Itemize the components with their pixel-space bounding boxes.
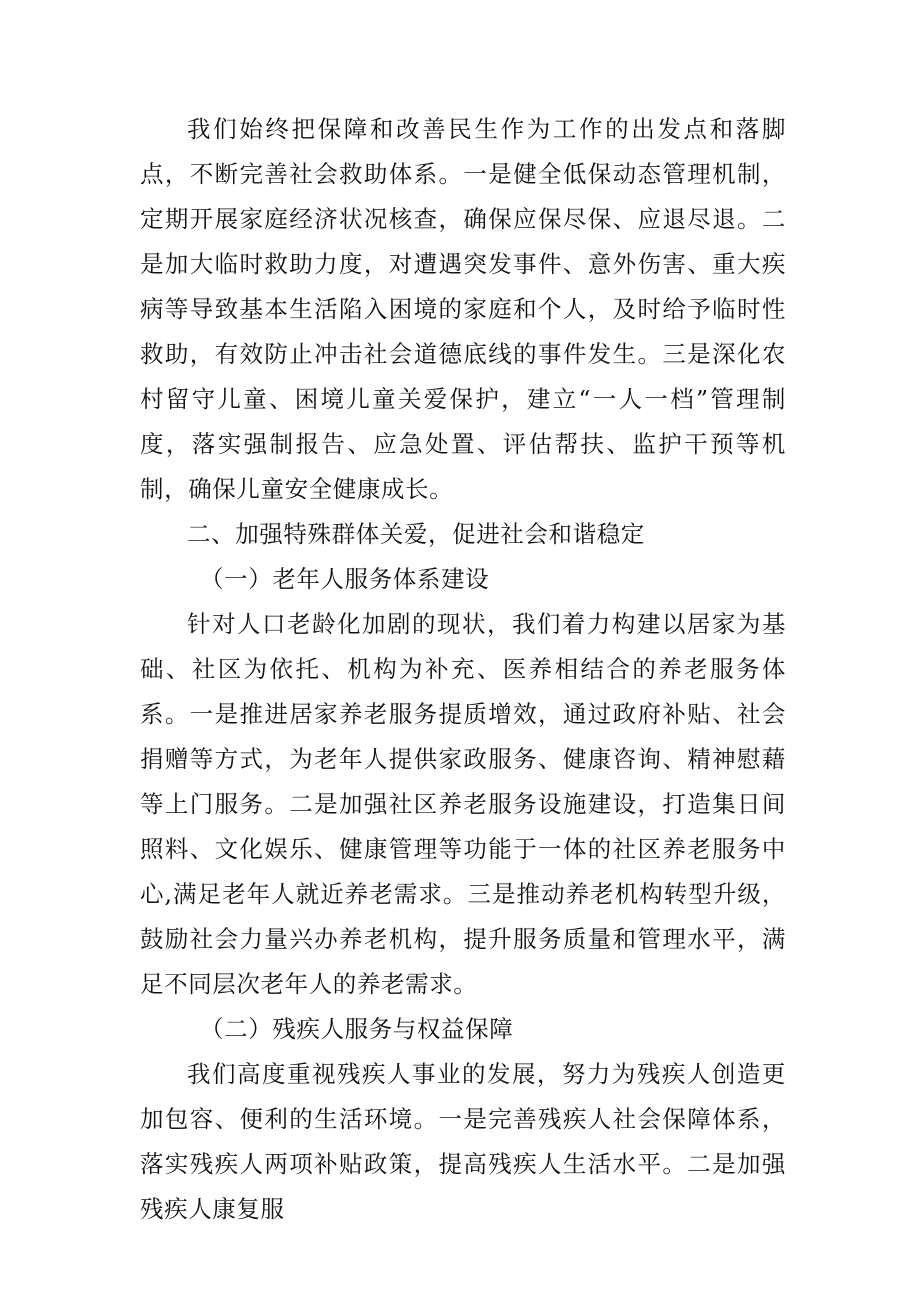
paragraph-social-assistance: 我们始终把保障和改善民生作为工作的出发点和落脚点，不断完善社会救助体系。一是健全低保动态管理机制，定期开展家庭经济状况核查，确保应保尽保、应退尽退。二是加大临时救助力度，对遭遇突发事件、意外伤害、重大疾病等导致基本生活陷入困境的家庭和个人，及时给予临时性救助，有效防止冲击社会道德底线的事件发生。三是深化农村留守儿童、困境儿童关爱保护，建立“一人一档”管理制度，落实强制报告、应急处置、评估帮扶、监护干预等机制，确保儿童安全健康成长。 [140,115,786,503]
section-heading-special-groups: 二、加强特殊群体关爱，促进社会和谐稳定 [187,520,645,548]
subsection-heading-disability-services: （二）残疾人服务与权益保障 [200,1015,514,1043]
paragraph-elderly-services: 针对人口老龄化加剧的现状，我们着力构建以居家为基础、社区为依托、机构为补充、医养相结合的养老服务体系。一是推进居家养老服务提质增效，通过政府补贴、社会捐赠等方式，为老年人提供家政服务、健康咨询、精神慰藉等上门服务。二是加强社区养老服务设施建设，打造集日间照料、文化娱乐、健康管理等功能于一体的社区养老服务中心,满足老年人就近养老需求。三是推动养老机构转型升级，鼓励社会力量兴办养老机构，提升服务质量和管理水平，满足不同层次老年人的养老需求。 [140,610,786,998]
subsection-heading-elderly-services: （一）老年人服务体系建设 [200,565,490,593]
document-body [140,107,786,1232]
paragraph-disability-services: 我们高度重视残疾人事业的发展，努力为残疾人创造更加包容、便利的生活环境。一是完善残疾人社会保障体系，落实残疾人两项补贴政策，提高残疾人生活水平。二是加强残疾人康复服 [140,1060,786,1223]
